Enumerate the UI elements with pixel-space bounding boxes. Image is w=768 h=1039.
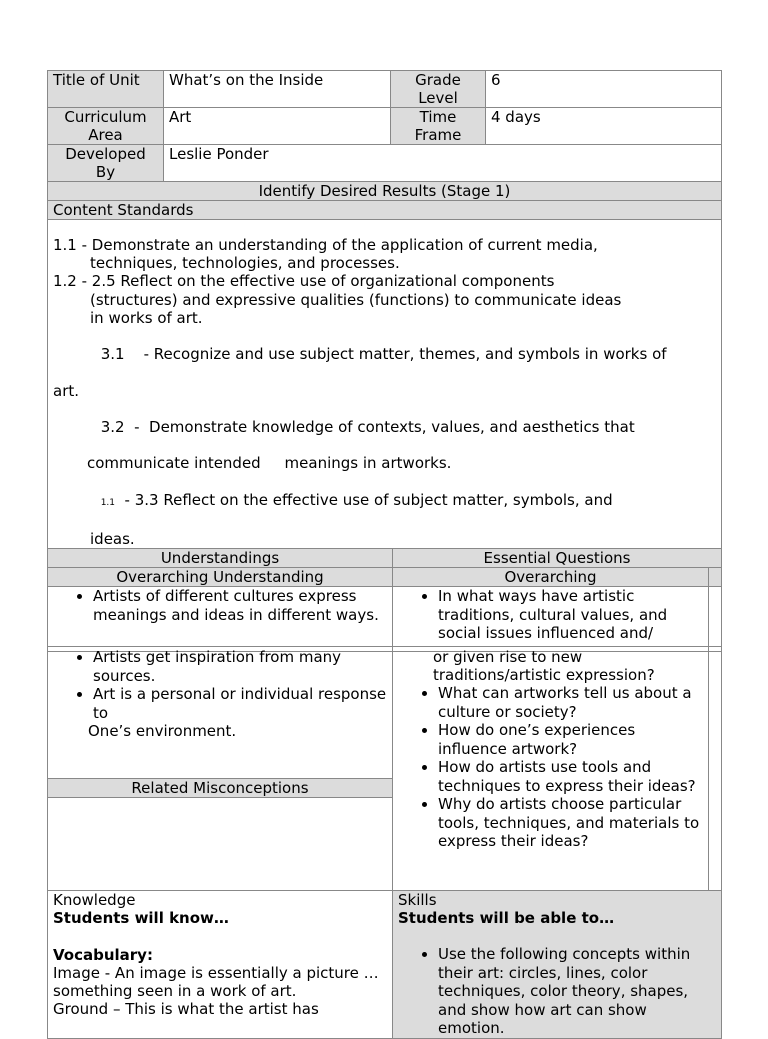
narrow-cell [709,587,722,652]
page-2 [47,646,721,1039]
area-value-cell [164,108,391,145]
overarching-understanding-heading: Overarching Understanding [48,568,393,587]
understandings-table-continued [47,646,722,891]
skills-label: Skills [398,891,437,909]
list-item: • What can artworks tell us about a culture or society? [438,684,703,721]
list-item: • Use the following concepts within their art: circles, lines, color techniques, color theory, shapes, and show how art can show emotion. [438,945,716,1038]
area-label-line-1: Curriculum [64,108,147,126]
understandings-table [47,548,722,652]
grade-label-line-2: Level [418,89,458,107]
content-standards-body: 1.1 - Demonstrate an understanding of the application of current media, techniques, technologies, and processes. 1.2 - 2.5 Reflect on the effective use of organizational components (structures) and expressive qualities (functions) to communicate ideas in works of art. 3.1 - Recognize and use subject matter, themes, and symbols in works of art. 3.2 - Demonstrate knowledge of contexts, values, and aesthetics that communicate intended meanings in artworks. 1.1 - 3.3 Reflect on the effective use of subject matter, symbols, and ideas. [48,220,722,549]
title-value: What’s on the Inside [169,71,324,89]
page-1 [47,70,721,652]
time-value-cell [486,108,722,145]
narrow-cell [709,568,722,587]
title-label: Title of Unit [53,71,140,89]
dev-value: Leslie Ponder [169,145,269,163]
standard-item: 1.1 - Demonstrate an understanding of the application of current media, [53,236,598,254]
grade-label-cell [391,71,486,108]
content-standards-label: Content Standards [48,201,722,220]
understandings-list [53,587,387,624]
time-label-cell [391,108,486,145]
area-value: Art [169,108,192,126]
standard-item: 1.1 - 3.3 Reflect on the effective use of subject matter, symbols, and [100,490,613,509]
dev-label-line-1: Developed [65,145,146,163]
list-item: • How do one’s experiences influence artwork? [438,721,703,758]
knowledge-sub: Students will know… [53,909,229,928]
title-label-cell [48,71,164,108]
misconceptions-cell [48,798,393,891]
dev-label-line-2: By [95,163,116,181]
list-item: • In what ways have artistic traditions, cultural values, and social issues influenced and/ [438,587,703,643]
vocab-entry: Ground – This is what the artist has [53,1000,319,1019]
title-value-cell [164,71,391,108]
grade-value-cell [486,71,722,108]
understandings-list-cell [48,587,393,652]
grade-label-line-1: Grade [415,71,461,89]
list-item: • Artists of different cultures express meanings and ideas in different ways. [93,587,387,624]
questions-list-cell [393,587,709,652]
dev-label-cell [48,145,164,182]
narrow-cell [709,647,722,891]
knowledge-skills-table [47,890,722,1039]
skills-sub: Students will be able to… [398,909,615,927]
area-label-cell [48,108,164,145]
list-item: • Art is a personal or individual response to [93,685,387,722]
standard-item: 3.2 - Demonstrate knowledge of contexts, values, and aesthetics that [100,418,635,437]
list-continuation: or given rise to new traditions/artistic expression? [433,648,655,684]
standard-item: 1.2 - 2.5 Reflect on the effective use of organizational components [53,272,555,291]
list-item: • Artists get inspiration from many sources. [93,648,387,685]
knowledge-label: Knowledge [53,891,136,909]
list-item: • How do artists use tools and techniques to express their ideas? [438,758,703,795]
overarching-questions-heading: Overarching [393,568,709,587]
time-label-line-1: Time [419,108,457,126]
list-continuation: One’s environment. [88,722,237,740]
unit-header-table [47,70,722,549]
questions-heading: Essential Questions [393,549,722,568]
standard-item: 3.1 - Recognize and use subject matter, themes, and symbols in works of [100,345,667,364]
questions-list [398,587,703,643]
understandings-list [53,648,387,722]
time-label-line-2: Frame [414,126,462,144]
understandings-list-cell [48,647,393,779]
questions-list-cell [393,647,709,891]
grade-value: 6 [491,71,501,89]
time-value: 4 days [491,108,541,126]
list-item: • Why do artists choose particular tools, techniques, and materials to express their ideas? [438,795,703,851]
vocab-entry: Image - An image is essentially a picture … something seen in a work of art. [53,963,379,1001]
stage1-heading: Identify Desired Results (Stage 1) [48,182,722,201]
skills-cell [393,891,722,1039]
misconceptions-heading: Related Misconceptions [48,779,393,798]
questions-list [398,684,703,851]
vocab-label: Vocabulary: [53,945,153,964]
area-label-line-2: Area [88,126,123,144]
knowledge-cell [48,891,393,1039]
dev-value-cell [164,145,722,182]
understandings-heading: Understandings [48,549,393,568]
